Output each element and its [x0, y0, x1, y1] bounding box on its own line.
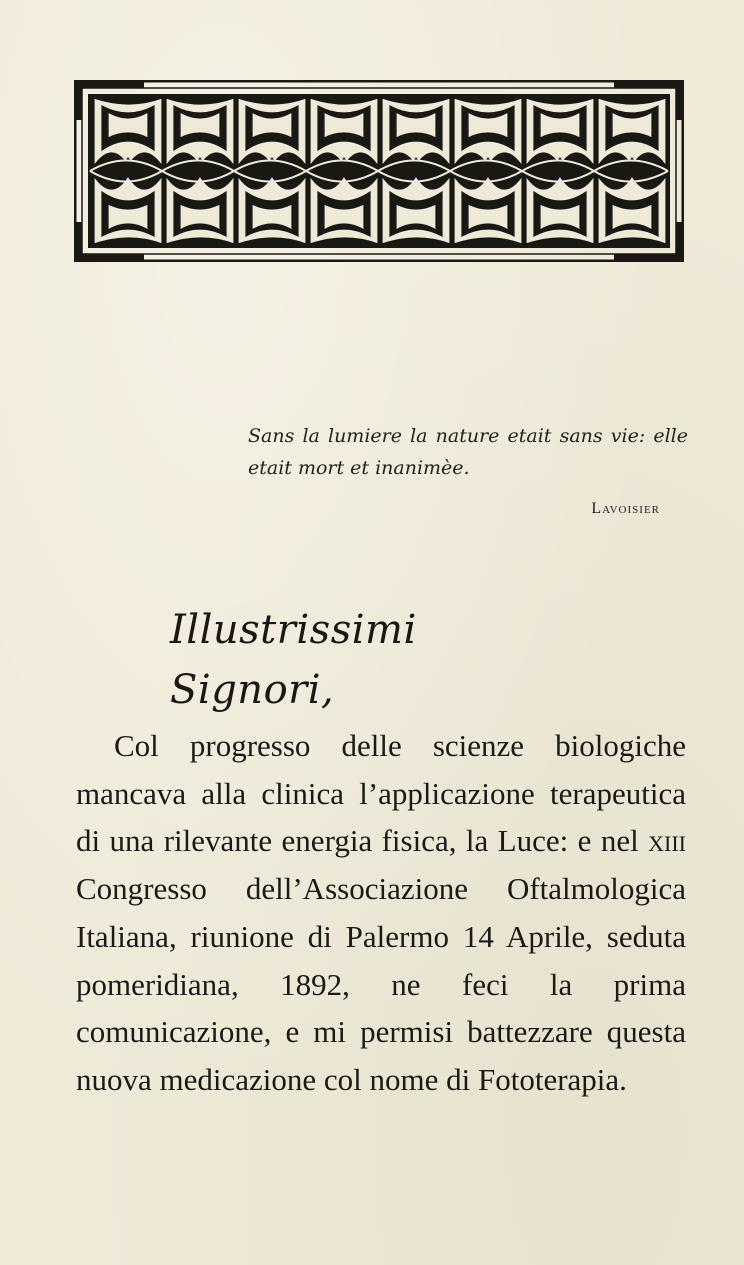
art-nouveau-headpiece-icon: [74, 80, 684, 262]
epigraph-quote: Sans la lumiere la nature etait sans vie: elle etait mort et inanimèe.: [248, 425, 688, 479]
salutation-heading: Illustrissimi Signori,: [170, 607, 417, 713]
body-text-part1: Col progresso delle scienze biologiche mancava alla clinica l’applicazione terapeutica di una rilevante energia fisica, la Luce: e nel: [76, 728, 686, 859]
congress-number: xiii: [648, 823, 686, 859]
body-text-part2: Congresso dell’Associazione Oftalmologica Italiana, riunione di Palermo 14 Aprile, seduta pomeridiana, 1892, ne feci la prima comunicazione, e mi permisi battezzare questa nuova medicazione col nome di Fototerapia.: [76, 871, 686, 1097]
body-paragraph: [76, 722, 686, 1104]
epigraph-author: Lavoisier: [591, 500, 660, 517]
